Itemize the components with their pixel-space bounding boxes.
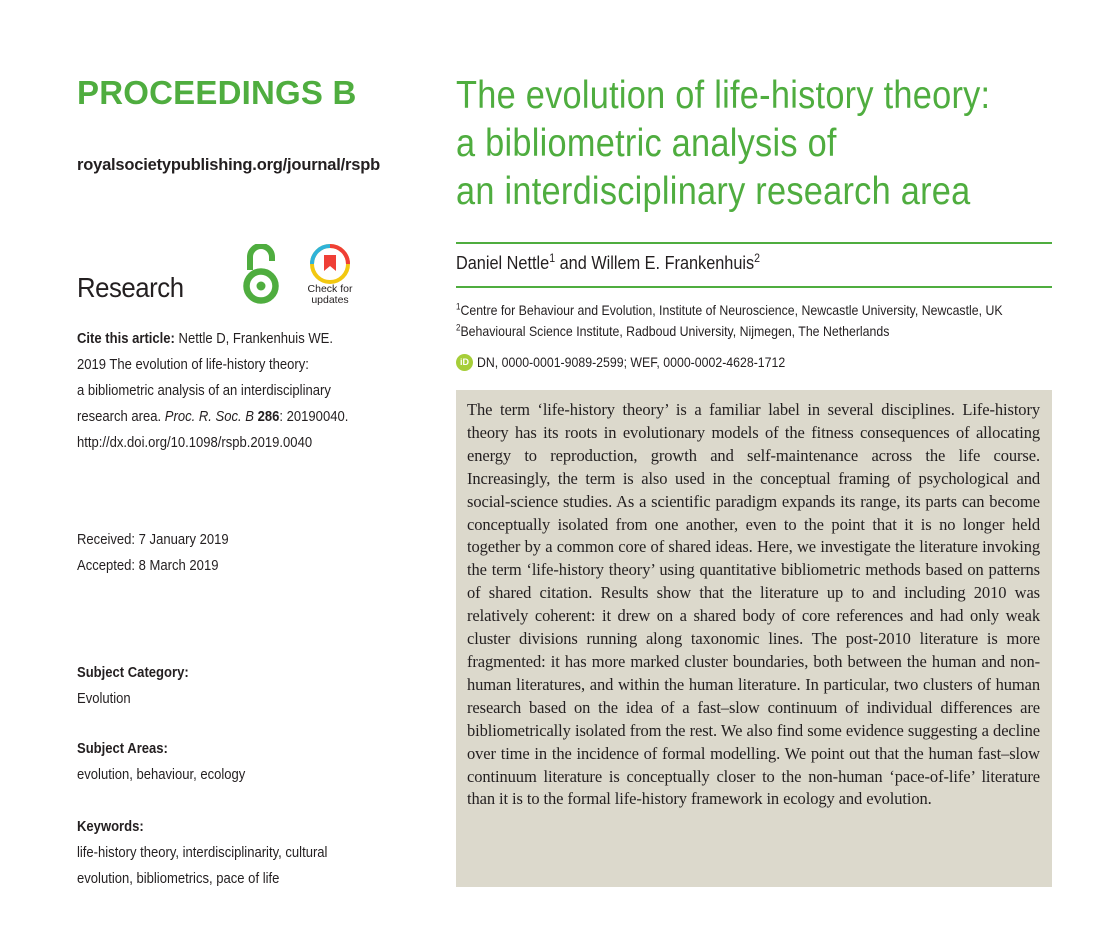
title-divider-bottom <box>456 286 1052 288</box>
check-for-updates-button[interactable] <box>305 244 355 312</box>
title-divider-top <box>456 242 1052 244</box>
author-2[interactable]: Willem E. Frankenhuis <box>591 252 755 273</box>
author-1-affil: 1 <box>549 250 556 265</box>
section-label: Research <box>77 272 184 303</box>
affil-1-text: Centre for Behaviour and Evolution, Institute of Neuroscience, Newcastle University, Newcastle, UK <box>460 302 1003 318</box>
orcid-icon[interactable]: iD <box>456 354 473 371</box>
cite-line-3: a bibliometric analysis of an interdisciplinary <box>77 383 331 399</box>
cite-line-1: Nettle D, Frankenhuis WE. <box>174 331 334 347</box>
keywords <box>77 814 327 892</box>
dates-block <box>77 527 229 579</box>
accepted-date: Accepted: 8 March 2019 <box>77 558 219 574</box>
author-1[interactable]: Daniel Nettle <box>456 252 550 273</box>
abstract-text: The term ‘life-history theory’ is a familiar label in several disciplines. Life-history theory has its roots in evolutionary models of the fitness consequences of allocating energy to reproduction, growth and self-maintenance across the life course. Increasingly, the term is also used in the conceptual framing of psychological and social-science studies. As a scientific paradigm expands its range, its parts can become conceptually isolated from one another, even to the point that it is no longer held together by a common core of shared ideas. Here, we investigate the literature invoking the term ‘life-history theory’ using quantitative bibliometric methods based on patterns of shared citation. Results show that the literature up to and including 2010 was relatively coherent: it drew on a shared body of core references and had only weak cluster divisions running along taxonomic lines. The post-2010 literature is more fragmented: it has more marked cluster boundaries, both between the human and non-human literatures, and within the human literature. In particular, two clusters of human research based on the idea of a fast–slow continuum of individual differences are bibliometrically isolated from the rest. We also find some evidence suggesting a decline over time in the incidence of formal modelling. We point out that the human fast–slow continuum literature is conceptually closer to the non-human ‘pace-of-life’ literature than it is to the formal life-history framework in ecology and evolution. <box>467 400 1040 809</box>
orcid-line <box>456 353 827 371</box>
affil-2-num: 2 <box>456 322 461 333</box>
cite-line-4: research area. <box>77 409 162 425</box>
author-2-affil: 2 <box>754 250 761 265</box>
cite-line-2: 2019 The evolution of life-history theory: <box>77 357 309 373</box>
journal-name: PROCEEDINGS B <box>77 74 357 111</box>
orcid-text: DN, 0000-0001-9089-2599; WEF, 0000-0002-4628-1712 <box>477 354 786 371</box>
keywords-line-1: life-history theory, interdisciplinarity, cultural <box>77 845 328 861</box>
article-title <box>456 72 1019 216</box>
title-line-1: The evolution of life-history theory: <box>456 74 991 117</box>
subject-category-label: Subject Category: <box>77 665 189 681</box>
check-for-updates-label-1: Check for <box>307 283 353 295</box>
journal-url-link[interactable]: royalsocietypublishing.org/journal/rspb <box>77 156 380 174</box>
cite-volume: 286 <box>257 409 280 425</box>
affil-1-num: 1 <box>456 301 461 312</box>
cite-doi-link[interactable]: http://dx.doi.org/10.1098/rspb.2019.0040 <box>77 435 313 451</box>
subject-category-value: Evolution <box>77 691 131 707</box>
subject-areas-label: Subject Areas: <box>77 741 168 757</box>
cite-article: : 20190040. <box>279 409 349 425</box>
subject-areas-value: evolution, behaviour, ecology <box>77 767 246 783</box>
affiliations <box>456 300 1003 342</box>
open-access-icon[interactable] <box>241 244 281 306</box>
received-date: Received: 7 January 2019 <box>77 532 229 548</box>
title-line-2: a bibliometric analysis of <box>456 122 837 165</box>
title-line-3: an interdisciplinary research area <box>456 170 971 213</box>
subject-areas <box>77 736 245 788</box>
authors <box>456 252 760 274</box>
affil-2-text: Behavioural Science Institute, Radboud University, Nijmegen, The Netherlands <box>460 323 890 339</box>
cite-journal: Proc. R. Soc. B <box>164 409 254 425</box>
keywords-line-2: evolution, bibliometrics, pace of life <box>77 871 280 887</box>
check-for-updates-icon <box>310 244 350 284</box>
citation-block <box>77 326 348 456</box>
cite-label: Cite this article: <box>77 331 175 347</box>
subject-category <box>77 660 189 712</box>
keywords-label: Keywords: <box>77 819 144 835</box>
abstract-box <box>456 390 1052 887</box>
authors-and: and <box>555 252 592 273</box>
check-for-updates-label-2: updates <box>311 294 349 306</box>
